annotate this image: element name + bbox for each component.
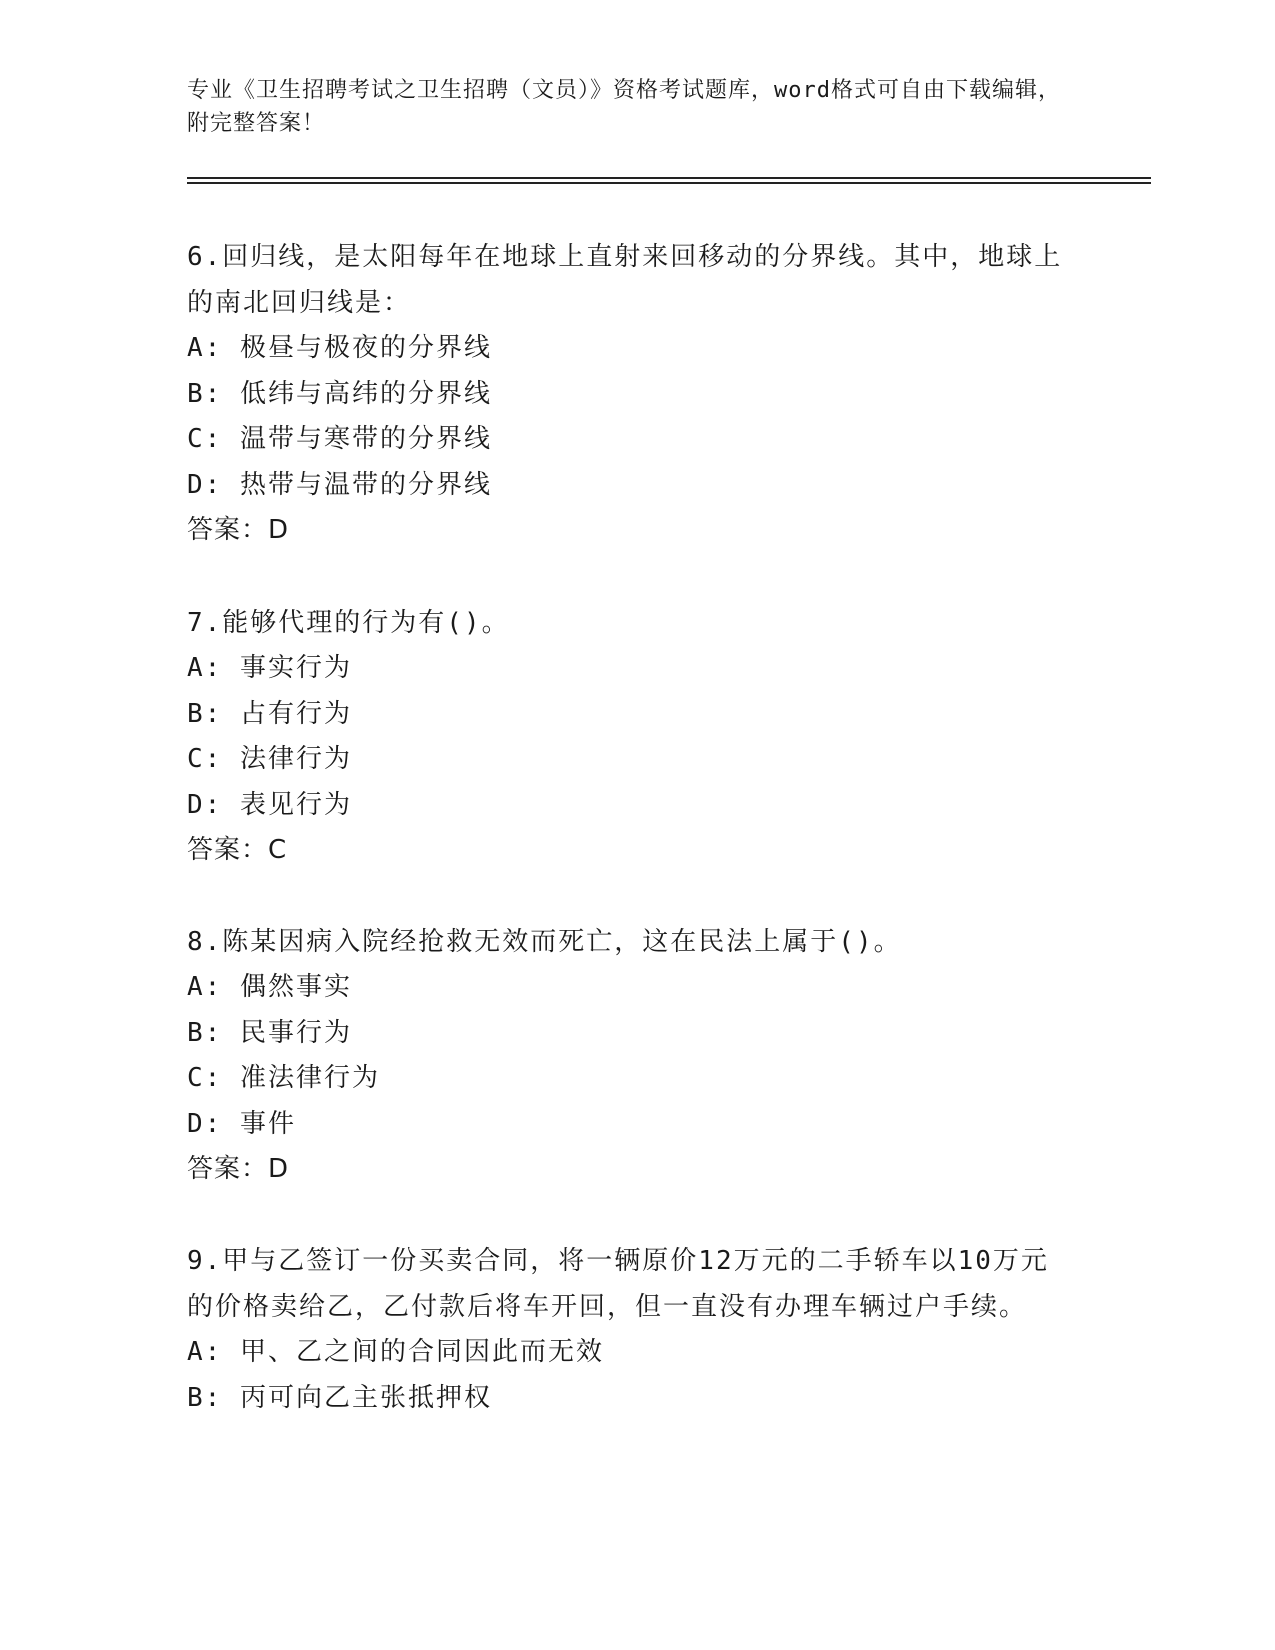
option-a: A: 偶然事实 bbox=[187, 972, 352, 1002]
option-b: B: 民事行为 bbox=[187, 1017, 352, 1048]
option-b: B: 丙可向乙主张抵押权 bbox=[187, 1382, 492, 1413]
option-c: C: 准法律行为 bbox=[187, 1063, 380, 1093]
document-header: 专业《卫生招聘考试之卫生招聘（文员）》资格考试题库，word格式可自由下载编辑，附完整答案！ bbox=[187, 78, 1061, 136]
header-divider-bottom bbox=[187, 182, 1151, 184]
question-7 bbox=[187, 600, 1067, 874]
option-d: D: 热带与温带的分界线 bbox=[187, 469, 492, 500]
option-b: B: 占有行为 bbox=[187, 698, 352, 729]
question-8 bbox=[187, 919, 1067, 1193]
option-d: D: 表见行为 bbox=[187, 789, 352, 820]
question-9 bbox=[187, 1238, 1067, 1421]
option-d: D: 事件 bbox=[187, 1108, 296, 1139]
answer: 答案：C bbox=[187, 835, 288, 865]
answer: 答案：D bbox=[187, 1154, 290, 1184]
question-stem: 6.回归线，是太阳每年在地球上直射来回移动的分界线。其中，地球上的南北回归线是： bbox=[187, 242, 1063, 318]
question-stem: 7.能够代理的行为有()。 bbox=[187, 608, 510, 638]
option-c: C: 法律行为 bbox=[187, 744, 352, 774]
question-6 bbox=[187, 234, 1067, 554]
option-a: A: 极昼与极夜的分界线 bbox=[187, 333, 492, 363]
option-b: B: 低纬与高纬的分界线 bbox=[187, 378, 492, 409]
option-a: A: 甲、乙之间的合同因此而无效 bbox=[187, 1337, 604, 1367]
answer: 答案：D bbox=[187, 515, 290, 545]
question-stem: 8.陈某因病入院经抢救无效而死亡，这在民法上属于()。 bbox=[187, 927, 902, 957]
header-divider-top bbox=[187, 177, 1151, 179]
option-a: A: 事实行为 bbox=[187, 653, 352, 683]
question-stem: 9.甲与乙签订一份买卖合同，将一辆原价12万元的二手轿车以10万元的价格卖给乙，乙付款后将车开回，但一直没有办理车辆过户手续。 bbox=[187, 1246, 1049, 1322]
option-c: C: 温带与寒带的分界线 bbox=[187, 424, 492, 454]
